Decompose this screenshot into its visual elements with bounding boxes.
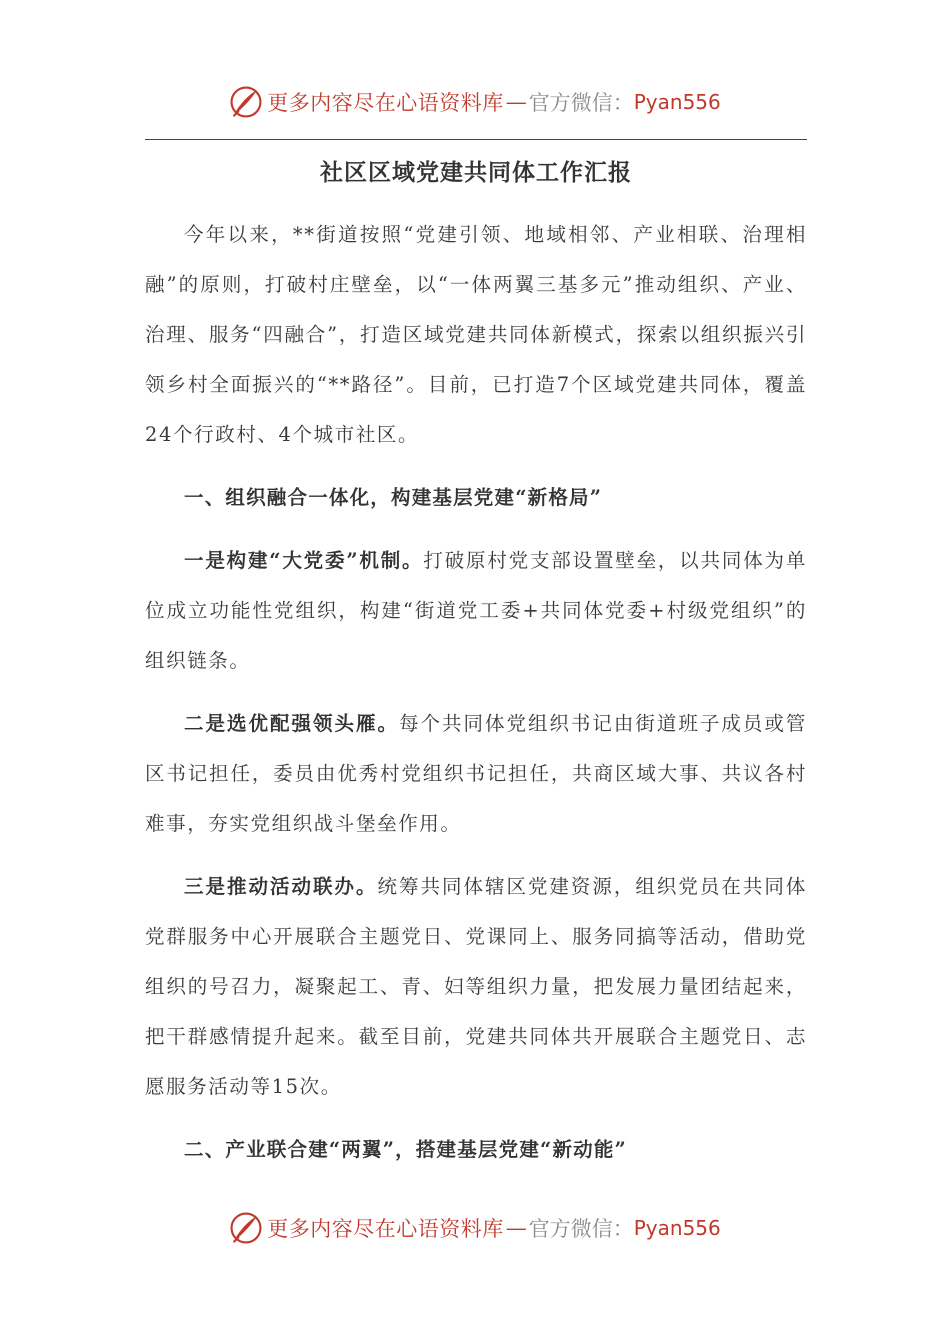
banner-brand: 更多内容尽在心语资料库 [267,91,504,115]
section-heading-1: 一、组织融合一体化，构建基层党建“新格局” [184,486,603,509]
item-paragraph-1 [145,536,807,686]
intro-paragraph: 今年以来，**街道按照“党建引领、地域相邻、产业相联、治理相融”的原则，打破村庄壁垒，以“一体两翼三基多元”推动组织、产业、治理、服务“四融合”，打造区域党建共同体新模式，探索以组织振兴引领乡村全面振兴的“**路径”。目前，已打造7个区域党建共同体，覆盖24个行政村、4个城市社区。 [145,223,807,446]
banner-dash: — [505,90,527,114]
item-text-1: 打破原村党支部设置壁垒，以共同体为单位成立功能性党组织，构建“街道党工委+共同体党委+村级党组织”的组织链条。 [145,549,807,672]
footer-banner [0,1208,950,1248]
banner-account: Pyan556 [633,90,721,114]
footer-wechat-label: 官方微信： [528,1217,634,1241]
item-paragraph-2 [145,699,807,849]
item-text-3: 统筹共同体辖区党建资源，组织党员在共同体党群服务中心开展联合主题党日、党课同上、服务同搞等活动，借助党组织的号召力，凝聚起工、青、妇等组织力量，把发展力量团结起来，把干群感情提升起来。截至目前，党建共同体共开展联合主题党日、志愿服务活动等15次。 [145,875,807,1098]
footer-dash: — [505,1216,527,1240]
section-heading-2: 二、产业联合建“两翼”，搭建基层党建“新动能” [184,1138,627,1161]
header-banner [0,82,950,122]
item-paragraph-3 [145,862,807,1112]
document-title: 社区区域党建共同体工作汇报 [320,159,632,186]
quill-logo-icon [229,1211,263,1245]
item-lead-1: 一是构建“大党委”机制。 [184,549,424,572]
quill-logo-icon [229,85,263,119]
footer-brand: 更多内容尽在心语资料库 [267,1217,504,1241]
banner-wechat-label: 官方微信： [528,91,634,115]
item-lead-2: 二是选优配强领头雁。 [184,712,399,735]
item-text-2: 每个共同体党组织书记由街道班子成员或管区书记担任，委员由优秀村党组织书记担任，共商区域大事、共议各村难事，夯实党组织战斗堡垒作用。 [145,712,807,835]
item-lead-3: 三是推动活动联办。 [184,875,378,898]
header-divider [145,139,807,140]
footer-account: Pyan556 [633,1216,721,1240]
document-body [145,150,807,1175]
